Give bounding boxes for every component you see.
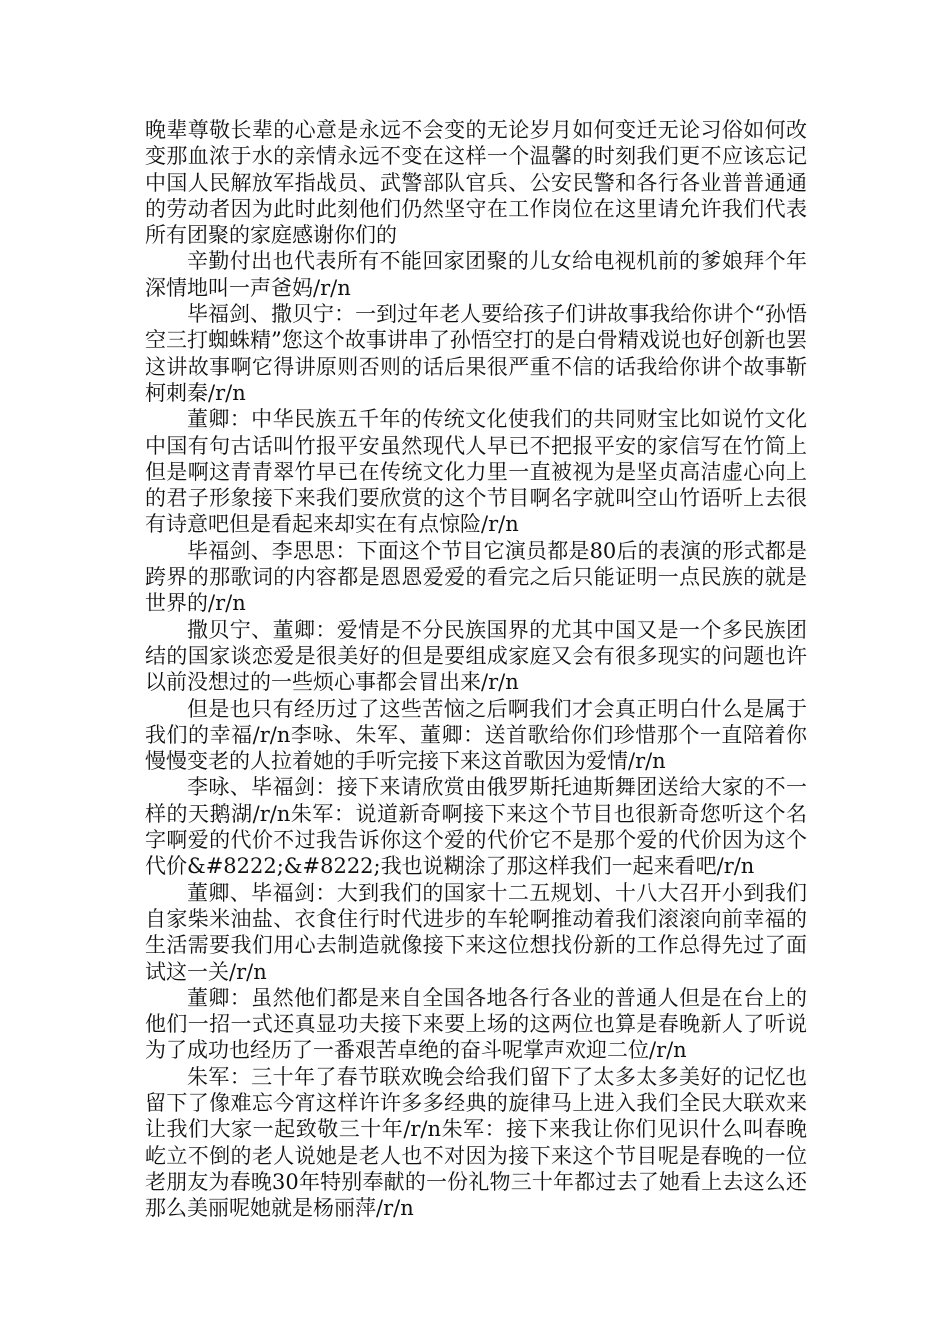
paragraph-4: 董卿：中华民族五千年的传统文化使我们的共同财宝比如说竹文化中国有句古话叫竹报平安虽然现代人早已不把报平安的家信写在竹简上但是啊这青青翠竹早已在传统文化力里一直被视为是坚贞高洁虚心向上的君子形象接下来我们要欣赏的这个节目啊名字就叫空山竹语听上去很有诗意吧但是看起来却实在有点惊险/r/n	[145, 407, 807, 537]
paragraph-1: 晚辈尊敬长辈的心意是永远不会变的无论岁月如何变迁无论习俗如何改变那血浓于水的亲情永远不变在这样一个温馨的时刻我们更不应该忘记中国人民解放军指战员、武警部队官兵、公安民警和各行各业普普通通的劳动者因为此时此刻他们仍然坚守在工作岗位在这里请允许我们代表所有团聚的家庭感谢你们的	[145, 118, 807, 248]
paragraph-11: 朱军：三十年了春节联欢晚会给我们留下了太多太多美好的记忆也留下了像难忘今宵这样许许多多经典的旋律马上进入我们全民大联欢来让我们大家一起致敬三十年/r/n朱军：接下来我让你们见识什么叫春晚屹立不倒的老人说她是老人也不对因为接下来这个节目呢是春晚的一位老朋友为春晚30年特别奉献的一份礼物三十年都过去了她看上去这么还那么美丽呢她就是杨丽萍/r/n	[145, 1064, 807, 1221]
paragraph-5: 毕福剑、李思思：下面这个节目它演员都是80后的表演的形式都是跨界的那歌词的内容都是恩恩爱爱的看完之后只能证明一点民族的就是世界的/r/n	[145, 538, 807, 616]
paragraph-2: 辛勤付出也代表所有不能回家团聚的儿女给电视机前的爹娘拜个年深情地叫一声爸妈/r/n	[145, 249, 807, 300]
paragraph-10: 董卿：虽然他们都是来自全国各地各行各业的普通人但是在台上的他们一招一式还真显功夫接下来要上场的这两位也算是春晚新人了听说为了成功也经历了一番艰苦卓绝的奋斗呢掌声欢迎二位/r/n	[145, 985, 807, 1063]
paragraph-8: 李咏、毕福剑：接下来请欣赏由俄罗斯托迪斯舞团送给大家的不一样的天鹅湖/r/n朱军：说道新奇啊接下来这个节目也很新奇您听这个名字啊爱的代价不过我告诉你这个爱的代价它不是那个爱的代价因为这个代价&#8222;&#8222;我也说糊涂了那这样我们一起来看吧/r/n	[145, 775, 807, 879]
paragraph-3: 毕福剑、撒贝宁：一到过年老人要给孩子们讲故事我给你讲个“孙悟空三打蜘蛛精”您这个故事讲串了孙悟空打的是白骨精戏说也好创新也罢这讲故事啊它得讲原则否则的话后果很严重不信的话我给你讲个故事靳柯刺秦/r/n	[145, 302, 807, 405]
paragraph-7: 但是也只有经历过了这些苦恼之后啊我们才会真正明白什么是属于我们的幸福/r/n李咏、朱军、董卿：送首歌给你们珍惜那个一直陪着你慢慢变老的人拉着她的手听完接下来这首歌因为爱情/r/n	[145, 696, 807, 774]
paragraph-6: 撒贝宁、董卿：爱情是不分民族国界的尤其中国又是一个多民族团结的国家谈恋爱是很美好的但是要组成家庭又会有很多现实的问题也许以前没想过的一些烦心事都会冒出来/r/n	[145, 617, 807, 695]
paragraph-9: 董卿、毕福剑：大到我们的国家十二五规划、十八大召开小到我们自家柴米油盐、衣食住行时代进步的车轮啊推动着我们滚滚向前幸福的生活需要我们用心去制造就像接下来这位想找份新的工作总得先过了面试这一关/r/n	[145, 880, 807, 984]
document-body	[145, 117, 807, 1221]
